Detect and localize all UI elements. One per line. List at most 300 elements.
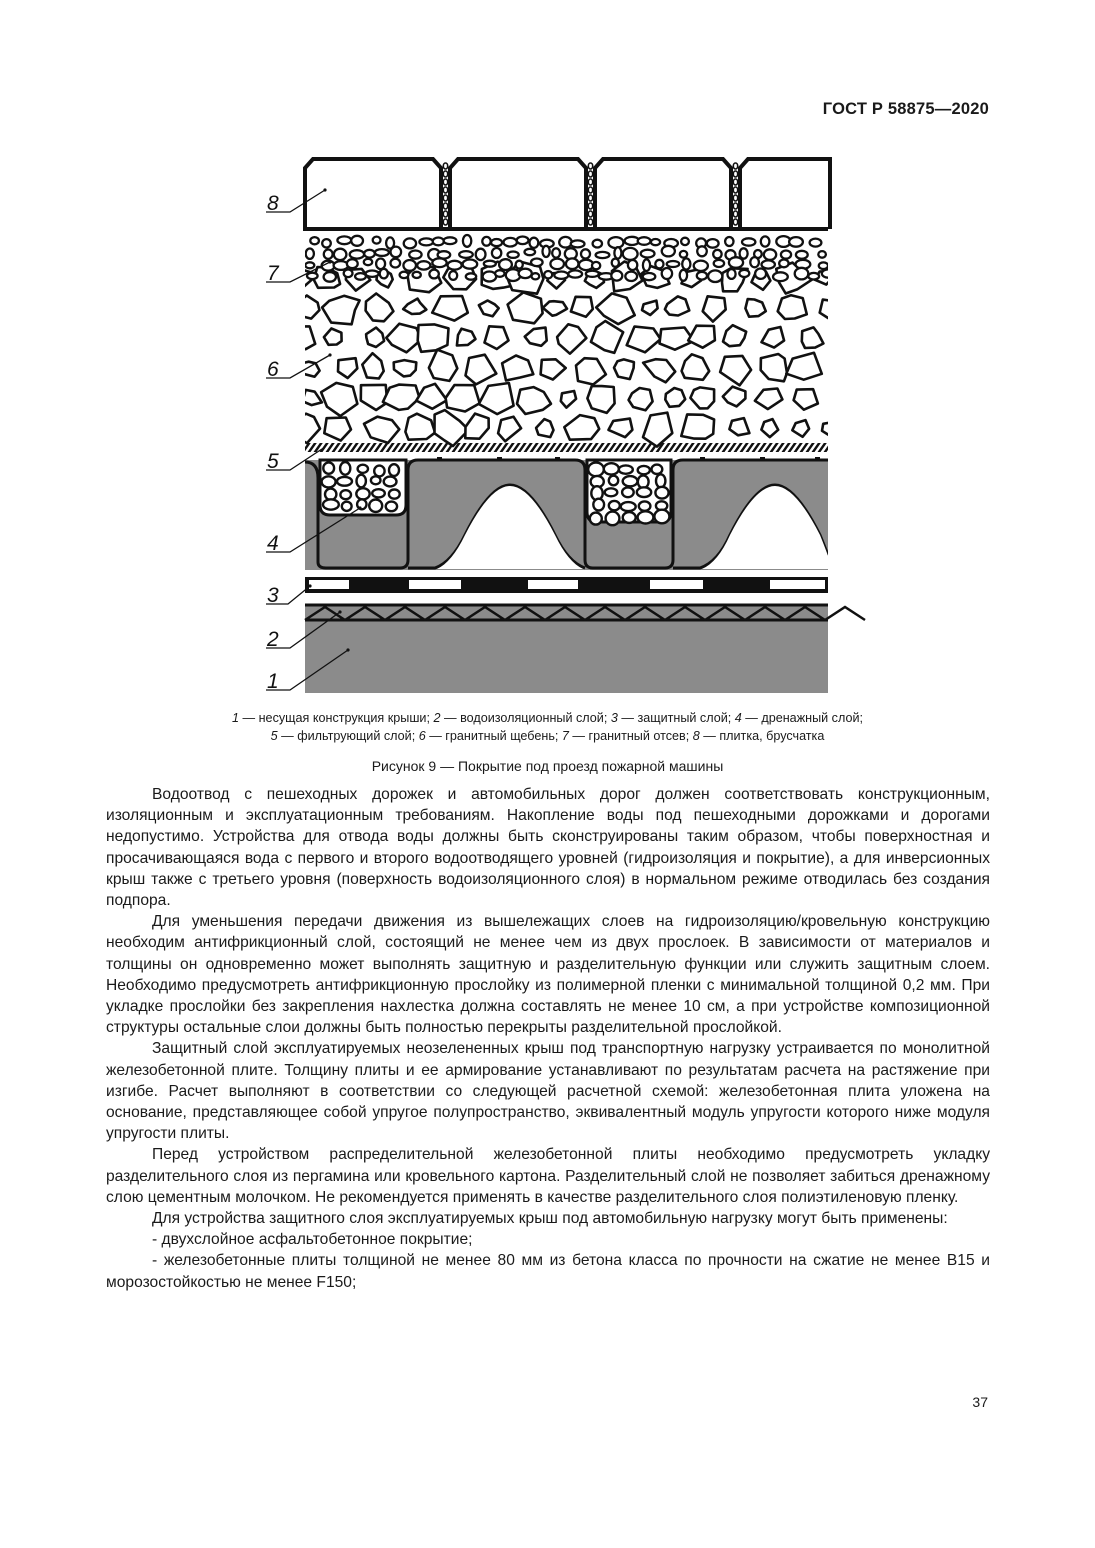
drainage-pebble — [605, 488, 618, 496]
drainage-pebble — [342, 502, 352, 511]
screening-pebble — [628, 260, 637, 270]
drainage-pebble — [340, 490, 351, 499]
granite-stone — [386, 324, 421, 353]
screening-pebble — [448, 261, 462, 270]
screening-pebble — [662, 246, 675, 257]
screening-pebble — [761, 236, 770, 246]
layer-4-drainage — [305, 457, 828, 570]
joint-pebble — [443, 163, 447, 169]
screening-pebble — [504, 238, 517, 247]
drainage-pebble — [322, 476, 336, 487]
drainage-pebble — [372, 489, 385, 497]
screening-pebble — [781, 251, 791, 259]
drainage-pebble — [656, 474, 665, 487]
screening-pebble — [643, 273, 656, 280]
drainage-pebble — [638, 511, 654, 523]
joint-pebble — [443, 211, 447, 217]
joint-pebble — [733, 179, 737, 185]
joint-pebble — [588, 163, 592, 169]
drainage-pebble — [323, 462, 334, 473]
callout-label-1: 1 — [267, 670, 279, 693]
list-item: - железобетонные плиты толщиной не менее 80 мм из бетона класса по прочности на сжатие не менее B15 и морозостойкостью не менее F150; — [106, 1252, 990, 1291]
joint-pebble — [733, 171, 737, 177]
granite-stone — [299, 362, 319, 377]
screening-pebble — [413, 272, 421, 278]
granite-stone — [296, 296, 320, 319]
granite-stone — [394, 360, 417, 376]
screening-pebble — [429, 270, 438, 279]
granite-stone — [723, 325, 746, 346]
screening-pebble — [566, 258, 579, 269]
granite-stone — [446, 385, 480, 412]
paragraph: Для устройства защитного слоя эксплуатируемых крыш под автомобильную нагрузку могут быть применены: — [152, 1210, 948, 1228]
granite-stone — [681, 414, 714, 438]
screening-pebble — [559, 237, 572, 248]
screening-pebble — [419, 238, 433, 245]
granite-stone — [479, 301, 499, 317]
screening-pebble — [568, 270, 582, 277]
screening-pebble — [519, 269, 532, 278]
joint-pebble — [588, 171, 592, 177]
drainage-pebble — [588, 463, 604, 477]
layer-8-paving-tiles — [305, 159, 830, 229]
drainage-pebble — [619, 465, 633, 473]
screening-pebble — [714, 260, 724, 267]
drainage-pebble — [357, 475, 366, 488]
drainage-pebble — [384, 477, 397, 487]
joint-pebble — [733, 219, 737, 225]
screening-pebble — [697, 272, 707, 280]
drainage-pebble — [369, 500, 382, 512]
screening-pebble — [593, 240, 602, 248]
screening-pebble — [638, 237, 651, 245]
screening-pebble — [552, 248, 560, 257]
screening-pebble — [819, 262, 828, 269]
screening-pebble — [571, 240, 585, 247]
granite-stone — [485, 326, 509, 349]
figure-legend — [150, 709, 945, 745]
granite-stone — [321, 383, 357, 416]
screening-pebble — [727, 269, 735, 279]
granite-stone — [286, 414, 320, 443]
granite-stone — [525, 328, 547, 346]
granite-stone — [466, 355, 497, 385]
legend-text: — защитный слой; — [617, 711, 735, 725]
joint-pebble — [733, 211, 737, 217]
screening-pebble — [409, 251, 421, 259]
granite-stone — [479, 383, 514, 414]
legend-num: 4 — [734, 711, 742, 725]
granite-stone — [536, 419, 553, 437]
granite-stone — [802, 327, 824, 348]
screening-pebble — [355, 273, 366, 280]
screening-pebble — [544, 271, 552, 278]
screening-pebble — [550, 259, 564, 270]
screening-pebble — [307, 273, 318, 279]
granite-stone — [543, 301, 567, 316]
document-code-header: ГОСТ Р 58875—2020 — [822, 100, 989, 118]
legend-text: — плитка, брусчатка — [699, 729, 825, 743]
layer-7-granite-screening — [305, 235, 835, 282]
granite-stone — [361, 385, 388, 410]
screening-pebble — [334, 249, 347, 260]
screening-pebble — [694, 261, 708, 271]
screening-pebble — [818, 251, 826, 258]
drainage-pebble — [654, 510, 669, 524]
granite-stone — [761, 419, 778, 437]
drainage-pebble — [604, 463, 619, 474]
joint-pebble — [588, 179, 592, 185]
legend-line-1 — [150, 709, 945, 727]
drainage-pebble — [652, 465, 663, 474]
granite-stone — [435, 410, 469, 446]
joint-pebble — [588, 219, 592, 225]
screening-pebble — [808, 273, 819, 280]
screening-pebble — [400, 272, 409, 278]
drainage-pebble — [639, 501, 651, 510]
granite-stone — [303, 390, 322, 405]
screening-pebble — [729, 257, 743, 268]
screening-pebble — [667, 261, 680, 267]
joint-pebble — [588, 211, 592, 217]
granite-stone — [761, 354, 787, 381]
joint-pebble — [588, 195, 592, 201]
joint-pebble — [733, 195, 737, 201]
screening-pebble — [655, 260, 663, 269]
screening-pebble — [366, 271, 379, 277]
layer-6-crushed-granite — [286, 261, 840, 446]
screening-pebble — [376, 259, 385, 270]
granite-stone — [665, 296, 689, 315]
paragraph: Водоотвод с пешеходных дорожек и автомобильных дорог должен соответствовать конструкционным, изоляционным и эксплуатационным требованиям. Накопление воды под пешеходными дорожками и дорогами недопустимо. Устройства для отвода воды должны быть сконструированы таким образом, чтобы поверхностная и просачивающаяся вода с первого и второго водоотводящего уровней (гидроизоляция и покрытие), а для инверсионных крыш также с третьего уровня (поверхность водоизоляционного слоя) в нормальном режиме отводилась без создания подпора. — [106, 786, 990, 910]
screening-pebble — [482, 237, 490, 246]
joint-pebble — [443, 195, 447, 201]
drainage-pebble — [386, 502, 397, 512]
granite-stone — [418, 324, 449, 351]
granite-stone — [498, 417, 521, 442]
drainage-pebble — [340, 462, 350, 475]
screening-pebble — [740, 248, 748, 258]
drainage-pebble — [638, 466, 650, 474]
legend-text: — гранитный щебень; — [425, 729, 562, 743]
screening-pebble — [708, 270, 722, 282]
screening-pebble — [530, 238, 539, 248]
screening-pebble — [507, 252, 518, 258]
screening-pebble — [795, 268, 809, 280]
screening-pebble — [375, 249, 389, 256]
granite-stone — [720, 356, 751, 385]
callout-label-4: 4 — [267, 532, 279, 555]
page-number: 37 — [972, 1394, 988, 1410]
screening-pebble — [680, 270, 687, 281]
granite-stone — [703, 296, 726, 321]
callout-label-6: 6 — [267, 358, 279, 381]
roof-layers-figure — [0, 0, 1095, 700]
screening-pebble — [796, 251, 808, 259]
drainage-pebble — [623, 476, 638, 486]
drainage-pebble — [337, 477, 352, 486]
screening-pebble — [499, 259, 512, 270]
screening-pebble — [463, 235, 471, 247]
granite-stone — [322, 296, 360, 325]
screening-pebble — [417, 261, 430, 269]
screening-pebble — [623, 248, 638, 260]
granite-stone — [324, 418, 351, 441]
screening-pebble — [444, 237, 457, 244]
layer-2-waterproofing — [305, 604, 865, 622]
screening-pebble — [525, 249, 536, 255]
drainage-pebble — [609, 501, 620, 510]
drainage-pebble — [622, 487, 634, 497]
screening-pebble — [596, 252, 610, 258]
granite-stone — [291, 326, 316, 349]
granite-stone — [729, 418, 749, 435]
joint-pebble — [443, 187, 447, 193]
legend-num: 3 — [610, 711, 618, 725]
screening-pebble — [373, 237, 381, 244]
screening-pebble — [739, 270, 749, 277]
screening-pebble — [682, 258, 690, 269]
screening-pebble — [351, 236, 363, 246]
granite-stone — [792, 420, 809, 437]
granite-stone — [786, 353, 822, 380]
screening-pebble — [495, 270, 504, 277]
screening-pebble — [322, 239, 331, 247]
legend-text: — гранитный отсев; — [568, 729, 693, 743]
legend-num: 7 — [561, 729, 569, 743]
legend-text: — дренажный слой; — [741, 711, 863, 725]
granite-stone — [557, 324, 586, 353]
screening-pebble — [764, 249, 776, 260]
legend-text: — водоизоляционный слой; — [440, 711, 611, 725]
screening-pebble — [380, 269, 388, 279]
screening-pebble — [697, 246, 707, 256]
granite-stone — [465, 414, 488, 439]
granite-stone — [665, 388, 685, 407]
drainage-pebble — [356, 488, 369, 499]
joint-pebble — [733, 163, 737, 169]
granite-stone — [609, 419, 633, 438]
screening-pebble — [651, 239, 660, 245]
screening-pebble — [492, 248, 501, 258]
granite-stone — [457, 329, 476, 346]
granite-stone — [690, 387, 714, 408]
granite-stone — [517, 387, 551, 414]
granite-stone — [596, 293, 635, 324]
joint-pebble — [443, 219, 447, 225]
screening-pebble — [713, 250, 721, 259]
layer-3-protective — [305, 577, 828, 593]
legend-text: — несущая конструкция крыши; — [239, 711, 434, 725]
paragraph: Перед устройством распределительной железобетонной плиты необходимо предусмотреть укладку разделительного слоя из пергамина или кровельного картона. Разделительный слой не позволяет забиться дренажному слою цементным молочком. Не рекомендуется применять в качестве разделительного слоя полиэтиленовую пленку. — [106, 1146, 990, 1206]
drainage-pebble — [323, 499, 339, 509]
joint-pebble — [733, 187, 737, 193]
granite-stone — [432, 296, 468, 321]
granite-stone — [642, 301, 658, 315]
screening-pebble — [491, 239, 502, 246]
screening-pebble — [725, 237, 733, 246]
granite-stone — [324, 329, 342, 345]
granite-stone — [820, 300, 841, 319]
granite-stone — [755, 389, 783, 410]
callout-label-7: 7 — [267, 262, 279, 285]
screening-pebble — [750, 257, 759, 267]
screening-pebble — [581, 249, 590, 258]
granite-stone — [541, 359, 566, 379]
callout-label-2: 2 — [267, 628, 279, 651]
granite-stone — [403, 299, 426, 314]
drainage-pebble — [606, 512, 620, 526]
granite-stone — [508, 292, 543, 323]
legend-num: 2 — [433, 711, 441, 725]
layer-5-filter — [305, 443, 828, 452]
granite-stone — [561, 391, 576, 408]
screening-pebble — [391, 259, 401, 268]
screening-pebble — [344, 270, 353, 278]
paragraph: Для уменьшения передачи движения из вышележащих слоев на гидроизоляцию/кровельную конструкцию необходим антифрикционный слой, состоящий не менее чем из двух прослоек. В зависимости от материалов и толщины он одновременно может выполнять защитную и разделительную функции или служить защитным слоем. Необходимо предусмотреть антифрикционную прослойку из полимерной пленки с минимальной толщиной 0,2 мм. При укладке прослойки без закрепления нахлестка должна составлять не менее 10 см, а при устройстве композиционной структуры остальные слои должны быть полностью перекрыты разделительной прослойкой. — [106, 913, 990, 1037]
joint-pebble — [443, 171, 447, 177]
screening-pebble — [432, 258, 446, 267]
screening-pebble — [625, 272, 637, 281]
drainage-pebble — [389, 464, 399, 476]
callout-label-8: 8 — [267, 192, 279, 215]
granite-stone — [778, 295, 807, 319]
screening-pebble — [773, 272, 788, 281]
screening-pebble — [403, 260, 416, 271]
joint-pebble — [443, 179, 447, 185]
screening-pebble — [476, 249, 486, 260]
screening-pebble — [789, 237, 803, 247]
screening-pebble — [531, 259, 543, 267]
granite-stone — [614, 359, 634, 379]
granite-stone — [822, 422, 838, 437]
screening-pebble — [611, 271, 622, 281]
drainage-pebble — [637, 487, 651, 497]
screening-pebble — [762, 260, 775, 268]
granite-stone — [723, 387, 746, 407]
drainage-pebble — [358, 465, 368, 473]
legend-num: 1 — [232, 711, 240, 725]
granite-stone — [405, 414, 435, 440]
screening-pebble — [532, 273, 540, 279]
screening-pebble — [641, 250, 655, 258]
granite-stone — [362, 353, 383, 378]
screening-pebble — [484, 261, 496, 267]
screening-pebble — [449, 271, 457, 280]
granite-stone — [571, 297, 593, 317]
screening-pebble — [459, 251, 473, 258]
granite-stone — [587, 386, 614, 413]
screening-pebble — [822, 269, 836, 277]
granite-stone — [564, 415, 599, 440]
screening-pebble — [324, 250, 333, 259]
screening-pebble — [592, 262, 600, 269]
drainage-pebble — [371, 476, 381, 484]
granite-stone — [643, 359, 675, 382]
granite-stone — [364, 417, 399, 443]
granite-stone — [627, 327, 661, 353]
drainage-pebble — [593, 499, 604, 511]
legend-num: 6 — [418, 729, 426, 743]
screening-pebble — [404, 238, 416, 248]
screening-pebble — [554, 272, 568, 279]
screening-pebble — [466, 273, 476, 279]
screening-pebble — [364, 259, 372, 265]
legend-num: 5 — [270, 729, 278, 743]
joint-pebble — [733, 203, 737, 209]
granite-stone — [643, 413, 672, 447]
granite-stone — [794, 389, 818, 410]
granite-stone — [429, 350, 457, 381]
granite-stone — [416, 384, 447, 409]
screening-pebble — [707, 239, 719, 248]
granite-stone — [762, 327, 785, 348]
joint-pebble — [588, 203, 592, 209]
screening-pebble — [517, 237, 529, 245]
figure-caption: Рисунок 9 — Покрытие под проезд пожарной машины — [371, 758, 724, 774]
screening-pebble — [516, 261, 523, 269]
joint-pebble — [443, 203, 447, 209]
granite-stone — [591, 321, 623, 353]
granite-stone — [338, 358, 357, 378]
screening-pebble — [779, 260, 788, 268]
body-text — [106, 784, 990, 1293]
granite-stone — [688, 326, 715, 348]
callout-label-3: 3 — [267, 584, 279, 607]
screening-pebble — [614, 247, 621, 258]
legend-text: — фильтрующий слой; — [277, 729, 419, 743]
layer-1-load-bearing-structure — [305, 622, 828, 693]
screening-pebble — [586, 271, 599, 277]
granite-stone — [745, 299, 765, 317]
screening-pebble — [364, 250, 375, 258]
granite-stone — [366, 328, 384, 347]
screening-pebble — [305, 262, 314, 268]
screening-pebble — [347, 259, 358, 268]
drainage-pebble — [623, 512, 636, 523]
screening-pebble — [810, 239, 822, 247]
screening-pebble — [324, 272, 336, 282]
screening-pebble — [681, 238, 689, 245]
legend-line-2 — [150, 727, 945, 745]
screening-pebble — [742, 238, 755, 245]
granite-stone — [576, 358, 606, 384]
screening-pebble — [755, 269, 766, 279]
screening-pebble — [662, 268, 672, 279]
granite-stone — [366, 294, 394, 322]
legend-num: 8 — [692, 729, 700, 743]
screening-pebble — [391, 247, 402, 258]
drainage-pebble — [655, 487, 668, 499]
granite-stone — [502, 356, 533, 381]
paragraph: Защитный слой эксплуатируемых неозелененных крыш под транспортную нагрузку устраивается по монолитной железобетонной плите. Толщину плиты и ее армирование устанавливают по результатам расчета на растяжение при изгибе. Расчет выполняют в соответствии со следующей расчетной схемой: железобетонная плита уложена на основание, представляющее собой упругое полупространство, эквивалентный модуль упругости которого ниже модуля упругости плиты. — [106, 1040, 990, 1143]
granite-stone — [629, 388, 653, 410]
joint-pebble — [588, 187, 592, 193]
screening-pebble — [310, 237, 319, 244]
screening-pebble — [643, 259, 650, 271]
drainage-pebble — [374, 466, 384, 477]
callout-label-5: 5 — [267, 450, 279, 473]
screening-pebble — [543, 246, 550, 257]
screening-pebble — [433, 238, 444, 246]
screening-pebble — [612, 259, 619, 267]
list-item: - двухслойное асфальтобетонное покрытие; — [152, 1231, 473, 1249]
screening-pebble — [337, 236, 351, 244]
drainage-pebble — [621, 502, 636, 511]
screening-pebble — [680, 251, 687, 258]
screening-pebble — [608, 237, 623, 248]
granite-stone — [682, 354, 710, 380]
